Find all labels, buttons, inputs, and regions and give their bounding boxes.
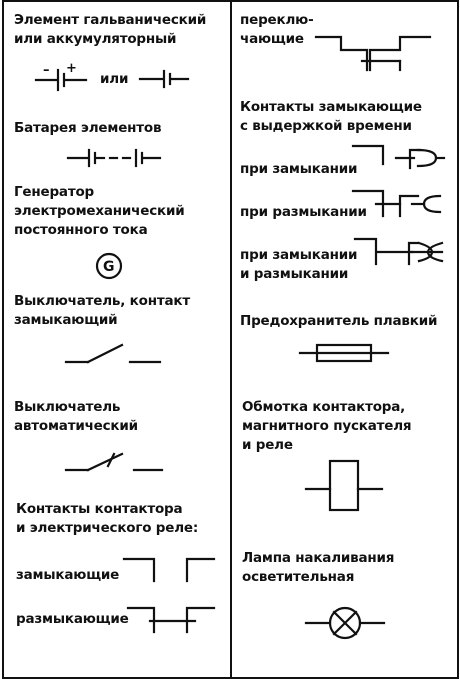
delay-contacts-label-line2: с выдержкой времени bbox=[240, 118, 412, 134]
coil-label-line1: Обмотка контактора, bbox=[242, 399, 406, 415]
auto-switch-label-line2: автоматический bbox=[14, 418, 138, 434]
galvanic-element-label-line2: или аккумуляторный bbox=[14, 31, 177, 47]
on-both-label-line2: и размыкании bbox=[240, 266, 349, 282]
generator-label-line3: постоянного тока bbox=[14, 222, 148, 238]
switch-label-line1: Выключатель, контакт bbox=[14, 293, 190, 309]
fuse-label: Предохранитель плавкий bbox=[240, 313, 438, 329]
on-close-label: при замыкании bbox=[240, 161, 358, 177]
generator-label-line2: электромеханический bbox=[14, 203, 185, 219]
plus-sign: + bbox=[66, 61, 77, 76]
closing-contacts-label: замыкающие bbox=[16, 567, 120, 583]
battery-label: Батарея элементов bbox=[14, 120, 162, 136]
galvanic-element-label-line1: Элемент гальванический bbox=[14, 12, 207, 28]
generator-letter: G bbox=[103, 259, 115, 275]
minus-sign: – bbox=[43, 63, 50, 78]
or-word: или bbox=[100, 71, 129, 87]
on-both-label-line1: при замыкании bbox=[240, 247, 358, 263]
coil-label-line2: магнитного пускателя bbox=[242, 418, 412, 434]
lamp-label-line2: осветительная bbox=[242, 569, 355, 585]
on-open-label: при размыкании bbox=[240, 204, 367, 220]
contactor-label-line2: и электрического реле: bbox=[16, 520, 199, 536]
switch-label-line2: замыкающий bbox=[14, 312, 118, 328]
opening-contacts-label: размыкающие bbox=[16, 611, 129, 627]
generator-label-line1: Генератор bbox=[14, 184, 94, 200]
coil-label-line3: и реле bbox=[242, 437, 293, 453]
delay-contacts-label-line1: Контакты замыкающие bbox=[240, 99, 422, 115]
changeover-label-line1: переклю- bbox=[240, 12, 314, 28]
auto-switch-label-line1: Выключатель bbox=[14, 399, 121, 415]
lamp-label-line1: Лампа накаливания bbox=[242, 550, 395, 566]
contactor-label-line1: Контакты контактора bbox=[16, 501, 183, 517]
changeover-label-line2: чающие bbox=[240, 31, 304, 47]
